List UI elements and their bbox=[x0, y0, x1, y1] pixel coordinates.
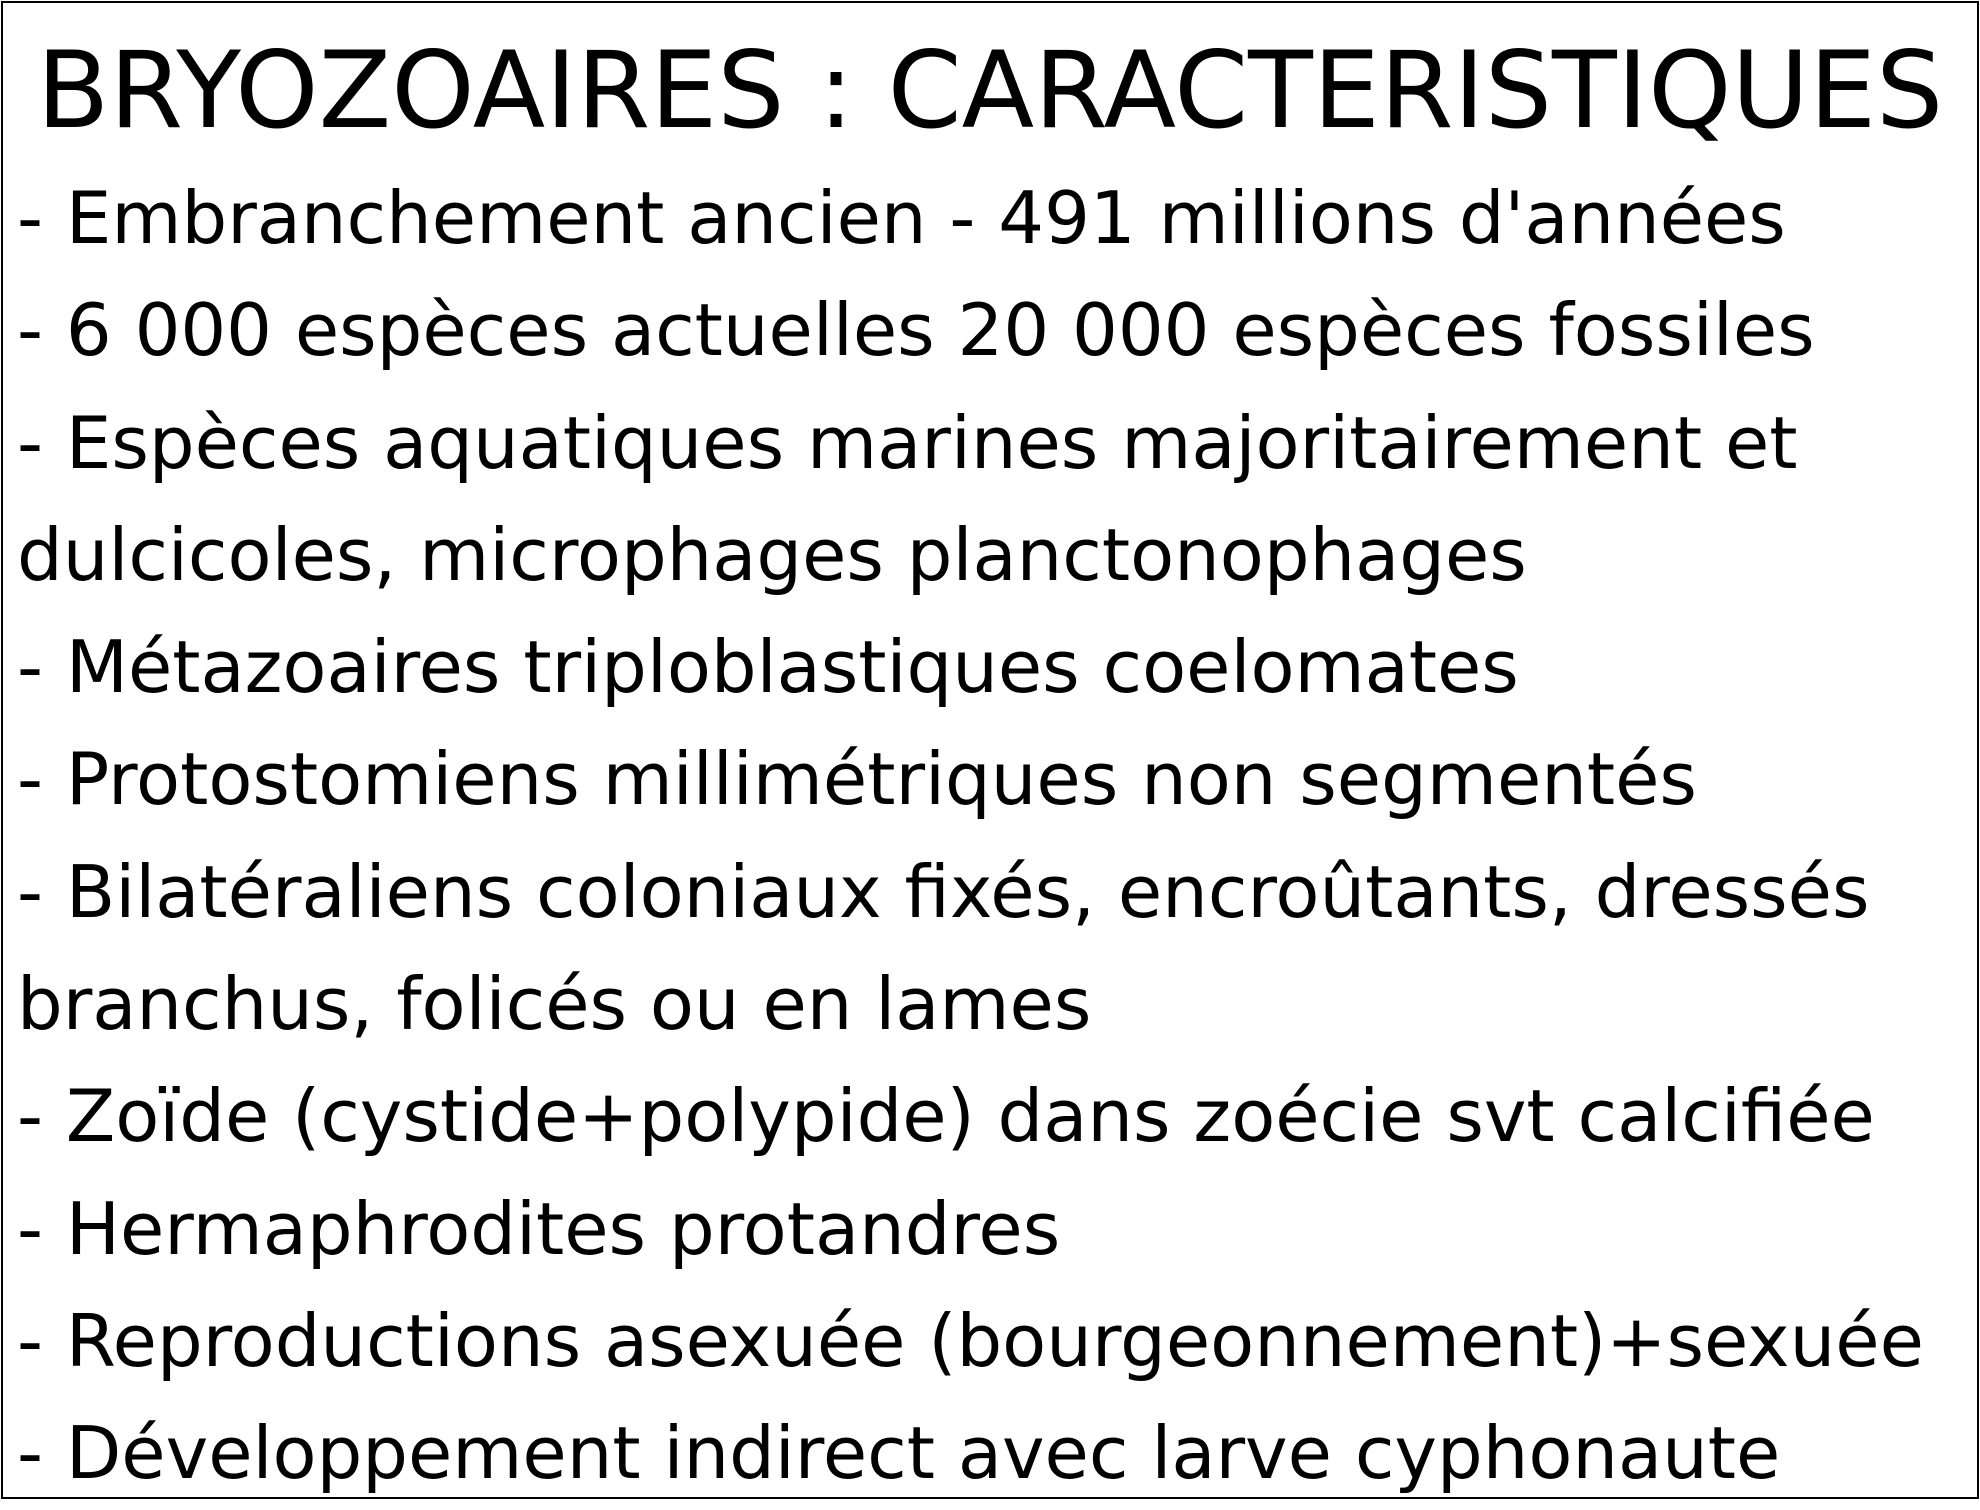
characteristics-list bbox=[17, 162, 1924, 1510]
characteristic-line: - Espèces aquatiques marines majoritairement et bbox=[17, 400, 1798, 485]
characteristic-line: branchus, folicés ou en lames bbox=[17, 962, 1092, 1047]
characteristic-line: - Protostomiens millimétriques non segmentés bbox=[17, 737, 1697, 822]
characteristic-line: - Hermaphrodites protandres bbox=[17, 1186, 1061, 1271]
characteristic-line: dulcicoles, microphages planctonophages bbox=[17, 512, 1527, 597]
characteristic-line: - Reproductions asexuée (bourgeonnement)+sexuée bbox=[17, 1298, 1924, 1383]
characteristic-line: - Métazoaires triploblastiques coelomates bbox=[17, 625, 1519, 710]
characteristic-line: - Bilatéraliens coloniaux fixés, encroûtants, dressés bbox=[17, 849, 1870, 934]
document-title: BRYOZOAIRES : CARACTERISTIQUES bbox=[36, 29, 1944, 152]
document-frame bbox=[1, 1, 1979, 1499]
characteristic-line: - Embranchement ancien - 491 millions d'années bbox=[17, 176, 1786, 260]
characteristic-line: - Zoïde (cystide+polypide) dans zoécie svt calcifiée bbox=[17, 1074, 1875, 1159]
characteristic-line: - Développement indirect avec larve cyphonaute bbox=[17, 1411, 1781, 1496]
characteristic-line: - 6 000 espèces actuelles 20 000 espèces fossiles bbox=[17, 288, 1815, 373]
